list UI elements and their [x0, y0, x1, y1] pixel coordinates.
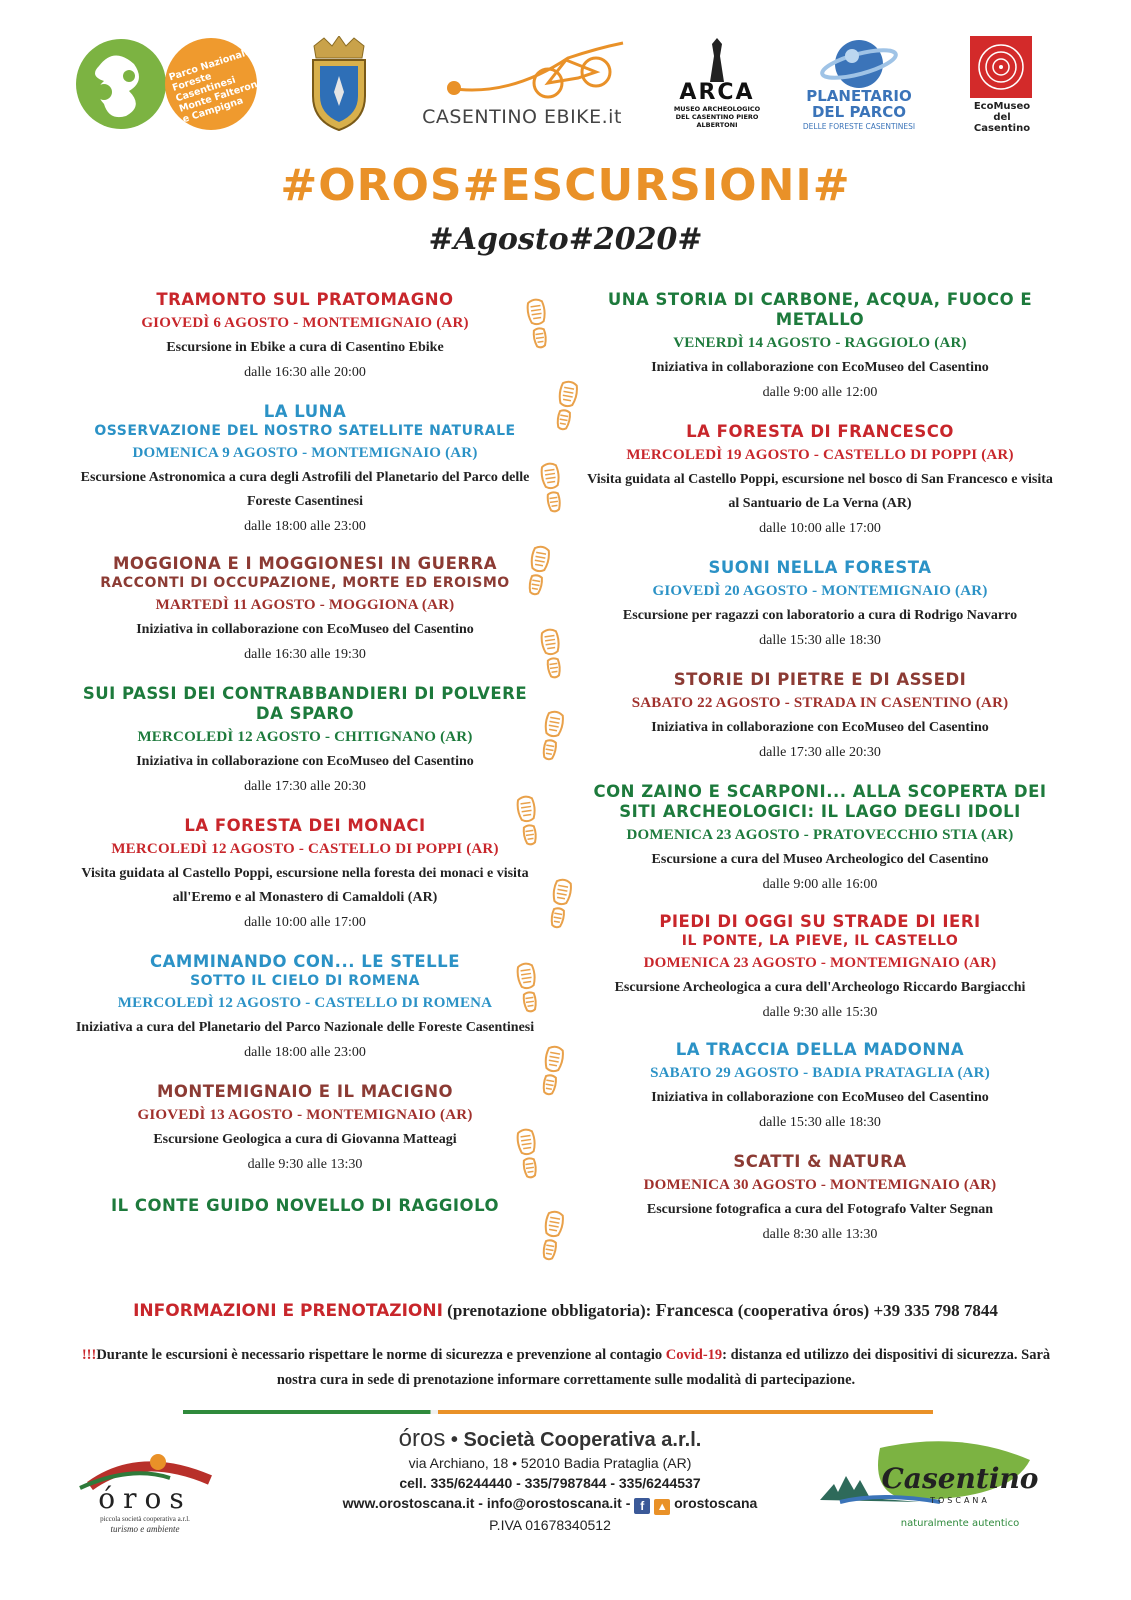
event-time: dalle 9:30 alle 15:30	[762, 1005, 878, 1020]
info-text: (prenotazione obbligatoria):	[442, 1301, 656, 1320]
event-title: CAMMINANDO CON... LE STELLE	[150, 952, 460, 971]
event-description: Iniziativa a cura del Planetario del Parco Nazionale delle Foreste Casentinesi	[75, 1020, 535, 1035]
event-block	[70, 554, 540, 668]
event-block	[70, 816, 540, 936]
arca-logo-sub: MUSEO ARCHEOLOGICO DEL CASENTINO PIERO ALBERTONI	[673, 105, 761, 129]
footprint-icon	[540, 462, 564, 514]
oros-logo	[70, 1440, 220, 1535]
event-date: SABATO 22 AGOSTO - STRADA IN CASENTINO (AR)	[631, 695, 1009, 711]
planetario-logo	[800, 36, 918, 132]
arca-museum-logo	[672, 36, 762, 132]
event-description: Escursione fotografica a cura del Fotografo Valter Segnan	[646, 1202, 994, 1217]
parco-logo-text: Parco Nazionale Foreste Casentinesi Monte Falterona e Campigna	[167, 46, 265, 126]
info-label: INFORMAZIONI E PRENOTAZIONI	[133, 1301, 443, 1321]
event-date: DOMENICA 23 AGOSTO - PRATOVECCHIO STIA (AR)	[626, 827, 1014, 843]
event-subtitle: IL PONTE, LA PIEVE, IL CASTELLO	[681, 933, 959, 949]
event-description: Iniziativa in collaborazione con EcoMuseo del Casentino	[136, 754, 474, 769]
event-time: dalle 9:00 alle 16:00	[762, 877, 878, 892]
event-title: SCATTI & NATURA	[733, 1152, 907, 1171]
event-title: MOGGIONA E I MOGGIONESI IN GUERRA	[112, 554, 498, 573]
event-time: dalle 16:30 alle 20:00	[244, 365, 366, 380]
event-block	[70, 952, 540, 1066]
parco-nazionale-logo	[74, 36, 269, 132]
event-block	[580, 670, 1060, 766]
event-title: SUI PASSI DEI CONTRABBANDIERI DI POLVERE DA SPARO	[82, 684, 528, 723]
event-time: dalle 15:30 alle 18:30	[759, 1115, 881, 1130]
comune-crest-logo	[308, 36, 370, 132]
event-description: Escursione Geologica a cura di Giovanna Matteagi	[153, 1132, 457, 1147]
event-description: Escursione in Ebike a cura di Casentino Ebike	[166, 340, 444, 355]
event-block	[580, 290, 1060, 406]
event-date: MARTEDÌ 11 AGOSTO - MOGGIONA (AR)	[155, 597, 455, 613]
event-block	[580, 912, 1060, 1026]
oros-logo-sub: piccola società cooperativa a.r.l.	[100, 1515, 190, 1523]
event-block	[70, 684, 540, 800]
company-line	[270, 1425, 830, 1453]
event-date: DOMENICA 23 AGOSTO - MONTEMIGNAIO (AR)	[643, 955, 997, 971]
planetario-logo-text: PLANETARIO DEL PARCO	[806, 87, 912, 121]
event-date: MERCOLEDÌ 12 AGOSTO - CHITIGNANO (AR)	[137, 729, 473, 745]
casentino-logo-text: Casentino	[881, 1462, 1039, 1495]
event-time: dalle 16:30 alle 19:30	[244, 647, 366, 662]
event-block	[70, 1082, 540, 1178]
event-time: dalle 15:30 alle 18:30	[759, 633, 881, 648]
social-handle[interactable]: orostoscana	[674, 1495, 758, 1511]
main-title: #OROS#ESCURSIONI#	[280, 160, 851, 211]
right-events-column	[580, 290, 1060, 1248]
footer-divider	[183, 1410, 933, 1414]
event-block	[70, 402, 540, 540]
ecomuseo-square-icon	[970, 36, 1032, 98]
event-title: MONTEMIGNAIO E IL MACIGNO	[156, 1082, 454, 1101]
event-subtitle: RACCONTI DI OCCUPAZIONE, MORTE ED EROISMO	[100, 575, 510, 591]
ecomuseo-logo-text: EcoMuseo del Casentino	[973, 101, 1031, 134]
event-block	[70, 290, 540, 386]
event-time: dalle 9:00 alle 12:00	[762, 385, 878, 400]
footprint-icon	[540, 1210, 564, 1262]
event-date: DOMENICA 30 AGOSTO - MONTEMIGNAIO (AR)	[643, 1177, 997, 1193]
casentino-toscana-logo	[820, 1440, 1040, 1532]
footprint-icon	[516, 795, 540, 847]
event-date: DOMENICA 9 AGOSTO - MONTEMIGNAIO (AR)	[132, 445, 478, 461]
warning-text: Durante le escursioni è necessario rispettare le norme di sicurezza e prevenzione al contagio	[96, 1347, 666, 1363]
event-title: LA LUNA	[263, 402, 347, 421]
main-subtitle: #Agosto#2020#	[428, 222, 703, 257]
event-date: VENERDÌ 14 AGOSTO - RAGGIOLO (AR)	[673, 335, 967, 351]
footprint-icon	[516, 962, 540, 1014]
ecomuseo-logo	[970, 36, 1034, 132]
event-description: Escursione a cura del Museo Archeologico del Casentino	[651, 852, 989, 867]
company-type: • Società Cooperativa a.r.l.	[445, 1429, 702, 1451]
warning-prefix: !!!	[81, 1347, 97, 1363]
info-name: Francesca	[655, 1300, 734, 1320]
event-time: dalle 9:30 alle 13:30	[247, 1157, 363, 1172]
footprint-icon	[540, 1045, 564, 1097]
covid-warning	[76, 1343, 1056, 1393]
event-description: Visita guidata al Castello Poppi, escursione nella foresta dei monaci e visita all'Eremo e al Monastero di Camaldoli (AR)	[81, 866, 529, 905]
facebook-icon[interactable]: f	[634, 1498, 650, 1514]
web-line	[270, 1493, 830, 1515]
event-description: Iniziativa in collaborazione con EcoMuseo del Casentino	[651, 720, 989, 735]
event-title: PIEDI DI OGGI SU STRADE DI IERI	[659, 912, 981, 931]
event-block	[580, 558, 1060, 654]
event-block	[580, 1040, 1060, 1136]
casentino-logo-tag: naturalmente autentico	[900, 1518, 1020, 1529]
event-description: Iniziativa in collaborazione con EcoMuseo del Casentino	[651, 1090, 989, 1105]
footprint-icon	[554, 380, 578, 432]
oros-logo-text: óros	[98, 1482, 192, 1515]
event-title: TRAMONTO SUL PRATOMAGNO	[156, 290, 454, 309]
event-description: Escursione per ragazzi con laboratorio a cura di Rodrigo Navarro	[622, 608, 1018, 623]
ebike-logo-text: CASENTINO EBIKE.it	[422, 106, 622, 128]
info-phone: (cooperativa óros) +39 335 798 7844	[733, 1301, 998, 1320]
event-block	[580, 1152, 1060, 1248]
event-description: Iniziativa in collaborazione con EcoMuseo del Casentino	[136, 622, 474, 637]
phones: cell. 335/6244440 - 335/7987844 - 335/6244537	[399, 1475, 701, 1491]
event-date: GIOVEDÌ 6 AGOSTO - MONTEMIGNAIO (AR)	[141, 315, 469, 331]
event-description: Iniziativa in collaborazione con EcoMuseo del Casentino	[651, 360, 989, 375]
event-title: LA TRACCIA DELLA MADONNA	[675, 1040, 965, 1059]
like-icon[interactable]: ▲	[654, 1499, 670, 1515]
left-events-column	[70, 290, 540, 1216]
casentino-ebike-logo	[408, 38, 636, 132]
event-title: UNA STORIA DI CARBONE, ACQUA, FUOCO E METALLO	[607, 290, 1033, 329]
web-email[interactable]: www.orostoscana.it - info@orostoscana.it -	[342, 1495, 631, 1511]
casentino-logo-sub: TOSCANA	[930, 1496, 990, 1505]
piva: P.IVA 01678340512	[489, 1517, 611, 1533]
event-title: SUONI NELLA FORESTA	[708, 558, 932, 577]
footprint-icon	[526, 298, 550, 350]
event-subtitle: SOTTO IL CIELO DI ROMENA	[190, 973, 420, 989]
warning-text-2: : distanza ed utilizzo dei dispositivi di sicurezza. Sarà nostra cura in sede di prenotazione informare correttamente sulle modalità di partecipazione.	[276, 1347, 1051, 1388]
footprint-icon	[526, 545, 550, 597]
event-time: dalle 18:00 alle 23:00	[244, 1045, 366, 1060]
address: via Archiano, 18 • 52010 Badia Prataglia (AR)	[408, 1455, 692, 1471]
event-date: GIOVEDÌ 20 AGOSTO - MONTEMIGNAIO (AR)	[652, 583, 988, 599]
event-description: Escursione Astronomica a cura degli Astrofili del Planetario del Parco delle Foreste Casentinesi	[80, 470, 530, 509]
info-line	[0, 1300, 1131, 1321]
event-date: MERCOLEDÌ 12 AGOSTO - CASTELLO DI POPPI (AR)	[111, 841, 499, 857]
event-description: Visita guidata al Castello Poppi, escursione nel bosco di San Francesco e visita al Santuario de La Verna (AR)	[587, 472, 1053, 511]
company-name: óros	[398, 1425, 446, 1452]
footprint-icon	[548, 878, 572, 930]
event-time: dalle 10:00 alle 17:00	[244, 915, 366, 930]
footprint-icon	[540, 710, 564, 762]
event-time: dalle 17:30 alle 20:30	[759, 745, 881, 760]
event-date: GIOVEDÌ 13 AGOSTO - MONTEMIGNAIO (AR)	[137, 1107, 473, 1123]
event-block	[580, 782, 1060, 898]
footprint-icon	[540, 628, 564, 680]
event-title: IL CONTE GUIDO NOVELLO DI RAGGIOLO	[110, 1196, 500, 1215]
event-date: MERCOLEDÌ 12 AGOSTO - CASTELLO DI ROMENA	[117, 995, 493, 1011]
event-title: LA FORESTA DI FRANCESCO	[686, 422, 954, 441]
event-date: MERCOLEDÌ 19 AGOSTO - CASTELLO DI POPPI (AR)	[626, 447, 1014, 463]
event-time: dalle 17:30 alle 20:30	[244, 779, 366, 794]
oros-logo-tag: turismo e ambiente	[110, 1524, 180, 1534]
event-time: dalle 10:00 alle 17:00	[759, 521, 881, 536]
contact-block	[270, 1425, 830, 1535]
planetario-logo-sub: DELLE FORESTE CASENTINESI	[802, 122, 916, 131]
event-title: CON ZAINO E SCARPONI... ALLA SCOPERTA DEI SITI ARCHEOLOGICI: IL LAGO DEGLI IDOLI	[593, 782, 1047, 821]
event-time: dalle 8:30 alle 13:30	[762, 1227, 878, 1242]
event-block	[70, 1196, 540, 1216]
event-time: dalle 18:00 alle 23:00	[244, 519, 366, 534]
event-title: LA FORESTA DEI MONACI	[184, 816, 426, 835]
footprint-icon	[516, 1128, 540, 1180]
event-date: SABATO 29 AGOSTO - BADIA PRATAGLIA (AR)	[650, 1065, 990, 1081]
event-description: Escursione Archeologica a cura dell'Archeologo Riccardo Bargiacchi	[614, 980, 1026, 995]
warning-covid: Covid-19	[665, 1347, 723, 1363]
arca-logo-text: ARCA	[679, 80, 755, 105]
event-block	[580, 422, 1060, 542]
event-subtitle: OSSERVAZIONE DEL NOSTRO SATELLITE NATURALE	[94, 423, 516, 439]
event-title: STORIE DI PIETRE E DI ASSEDI	[673, 670, 967, 689]
